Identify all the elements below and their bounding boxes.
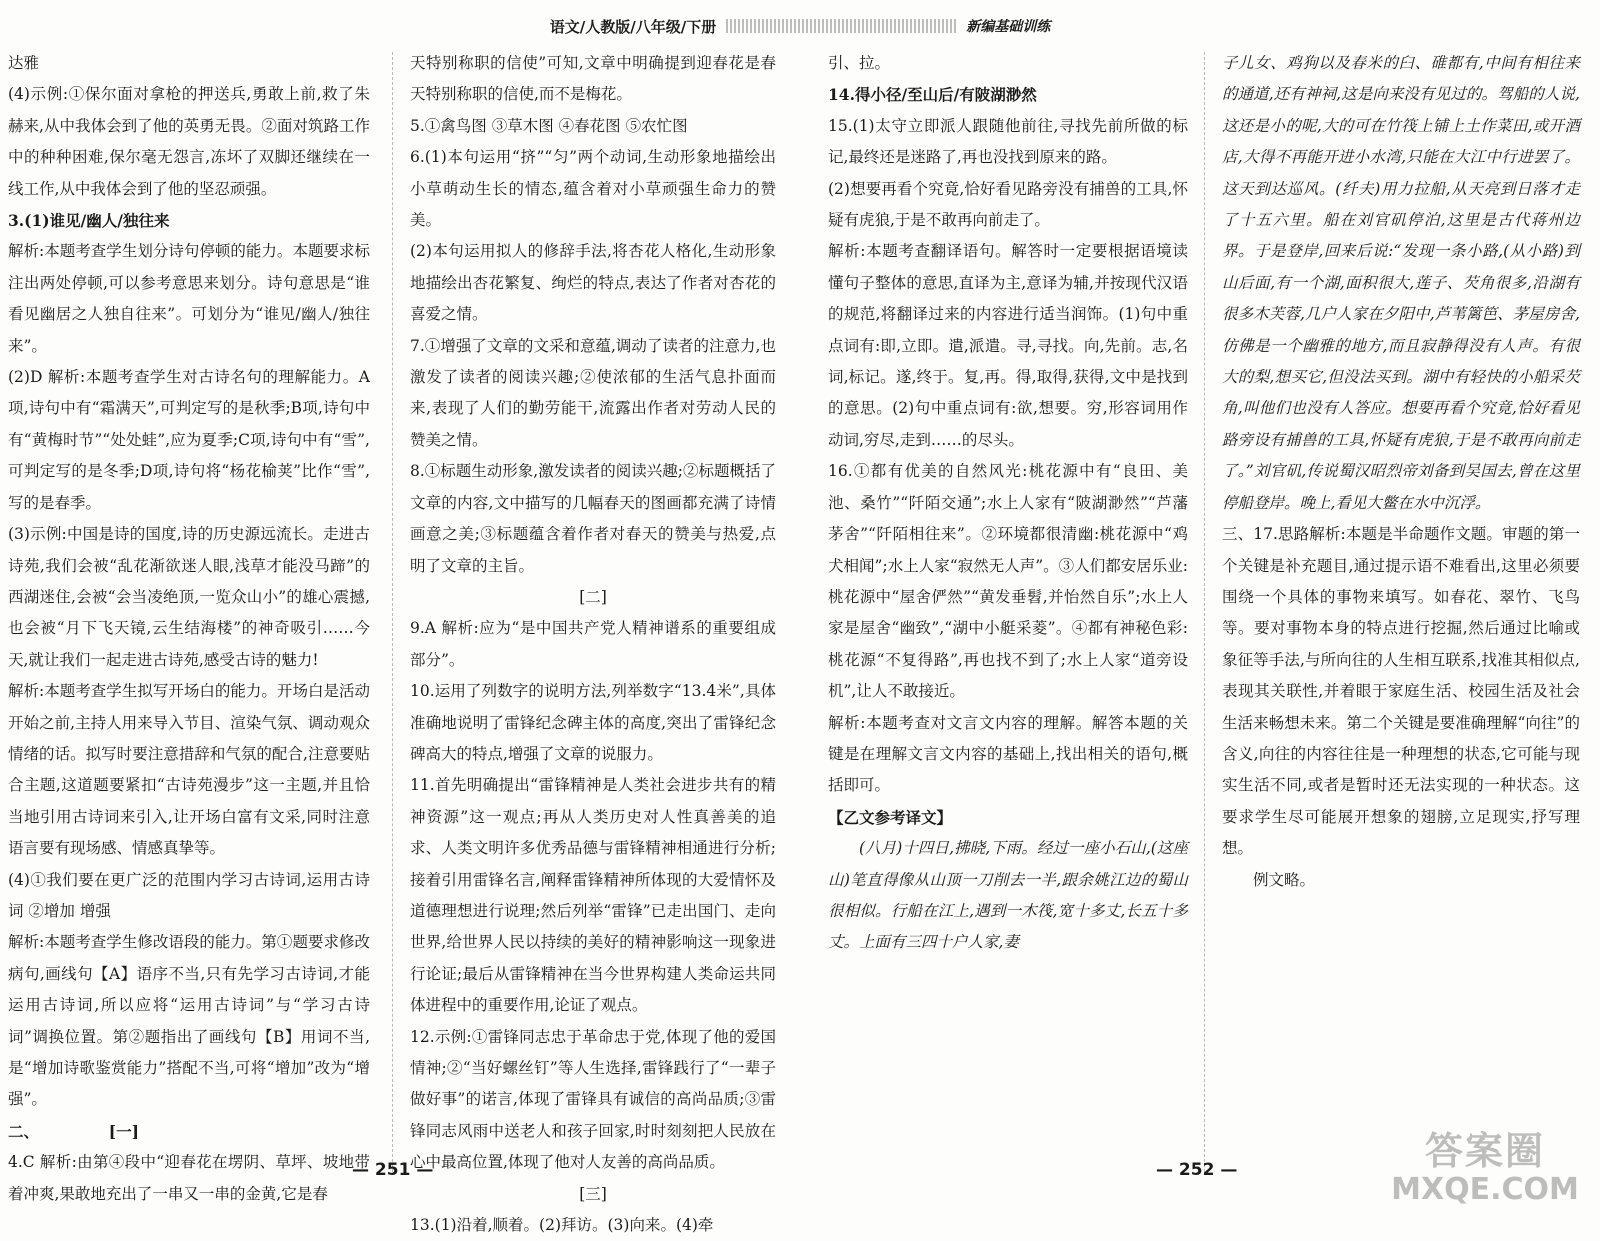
page-number-right: — 252 — xyxy=(1156,1160,1238,1180)
watermark-text: 答案圈 xyxy=(1424,1129,1545,1173)
column-2 xyxy=(410,48,776,1241)
paragraph: (4)①我们要在更广泛的范围内学习古诗词,运用古诗词 ②增加 增强 xyxy=(8,870,370,920)
question-3-answer: 3.(1)谁见/幽人/独往来 xyxy=(8,211,170,231)
paragraph: (2)D 解析:本题考查学生对古诗名句的理解能力。A项,诗句中有“霜满天”,可判定写的是秋季;B项,诗句中有“黄梅时节”“处处蛙”,应为夏季;C项,诗句中有“雪”,可判定写的是冬季;D项,诗句将“杨花榆荚”比作“雪”,写的是春季。 xyxy=(8,368,370,512)
paragraph: (2)本句运用拟人的修辞手法,将杏花人格化,生动形象地描绘出杏花繁复、绚烂的特点,表达了作者对杏花的喜爱之情。 xyxy=(410,242,776,324)
section-heading: 二、 [一] xyxy=(8,1121,139,1141)
paragraph: 解析:本题考查学生修改语段的能力。第①题要求修改病句,画线句【A】语序不当,只有先学习古诗词,才能运用古诗词,所以应将“运用古诗词”与“学习古诗词”调换位置。第②题指出了画线句【B】用词不当,是“增加诗歌鉴赏能力”搭配不当,可将“增加”改为“增强”。 xyxy=(8,933,370,1109)
paragraph: 天特别称职的信使”可知,文章中明确提到迎春花是春天特别称职的信使,而不是梅花。 xyxy=(410,54,776,104)
header-brand: 新编基础训练 xyxy=(966,19,1051,35)
paragraph: 引、拉。 xyxy=(828,54,891,72)
paragraph: 解析:本题考查翻译语句。解答时一定要根据语境读懂句子整体的意思,直译为主,意译为辅,并按现代汉语的规范,将翻译过来的内容进行适当润饰。(1)句中重点词有:即,立即。遣,派遣。寻,寻找。向,先前。志,名词,标记。遂,终于。复,再。得,取得,获得,文中是找到的意思。(2)句中重点词有:欲,想要。穷,形容词用作动词,穷尽,走到……的尽头。 xyxy=(828,242,1188,449)
paragraph: 7.①增强了文章的文采和意蕴,调动了读者的注意力,也激发了读者的阅读兴趣;②使浓郁的生活气息扑面而来,表现了人们的勤劳能干,流露出作者对劳动人民的赞美之情。 xyxy=(410,336,776,449)
paragraph: 16.①都有优美的自然风光:桃花源中有“良田、美池、桑竹”“阡陌交通”;水上人家有“陂湖渺然”“芦藩茅舍”“阡陌相往来”。②环境都很清幽:桃花源中“鸡犬相闻”;水上人家“寂然无人声”。③人们都安居乐业:桃花源中“屋舍俨然”“黄发垂髫,并怡然自乐”;水上人家是屋舍“幽致”,“湖中小艇采菱”。④都有神秘色彩:桃花源“不复得路”,再也找不到了;水上人家“道旁设机”,让人不敢接近。 xyxy=(828,462,1188,701)
paragraph: 12.示例:①雷锋同志忠于革命忠于党,体现了他的爱国情神;②“当好螺丝钉”等人生选择,雷锋践行了“一辈子做好事”的诺言,体现了雷锋具有诚信的高尚品质;③雷锋同志风雨中送老人和孩子回家,时时刻刻把人民放在心中最高位置,体现了他对人友善的高尚品质。 xyxy=(410,1027,776,1172)
translation-text: (八月)十四日,拂晓,下雨。经过一座小石山,(这座山)笔直得像从山顶一刀削去一半,跟余姚江边的蜀山很相似。行船在江上,遇到一木筏,宽十多丈,长五十多丈。上面有三四十户人家,妻 xyxy=(828,839,1188,952)
paragraph: 8.①标题生动形象,激发读者的阅读兴趣;②标题概括了文章的内容,文中描写的几幅春天的图画都充满了诗情画意之美;③标题蕴含着作者对春天的赞美与热爱,点明了文章的主旨。 xyxy=(410,462,776,575)
header-dotted-bar xyxy=(726,19,956,33)
paragraph: 9.A 解析:应为“是中国共产党人精神谱系的重要组成部分”。 xyxy=(410,619,776,669)
paragraph: 5.①禽鸟图 ③草木图 ④春花图 ⑤农忙图 xyxy=(410,116,688,135)
paragraph: 15.(1)太守立即派人跟随他前往,寻找先前所做的标记,最终还是迷路了,再也没找到原来的路。 xyxy=(828,116,1188,167)
paragraph: 三、17.思路解析:本题是半命题作文题。审题的第一个关键是补充题目,通过提示语不难看出,这里必须要围绕一个具体的事物来填写。如春花、翠竹、飞鸟等。要对事物本身的特点进行挖掘,然后通过比喻或象征等手法,与所向往的人生相互联系,找准其相似点,表现其关联性,并着眼于家庭生活、校园生活及社会生活来畅想未来。第二个关键是要准确理解“向往”的含义,向往的内容往往是一种理想的状态,它可能与现实生活不同,或者是暂时还无法实现的一种状态。这要求学生尽可能展开想象的翅膀,立足现实,抒写理想。 xyxy=(1222,525,1580,858)
paragraph: 解析:本题考查学生划分诗句停顿的能力。本题要求标注出两处停顿,可以参考意思来划分。诗句意思是“谁看见幽居之人独自往来”。可划分为“谁见/幽人/独往来”。 xyxy=(8,242,370,355)
paragraph: (4)示例:①保尔面对拿枪的押送兵,勇敢上前,救了朱赫来,从中我体会到了他的英勇无畏。②面对筑路工作中的种种困难,保尔毫无怨言,冻坏了双脚还继续在一线工作,从中我体会到了他的坚忍顽强。 xyxy=(8,85,370,198)
translation-text: 子儿女、鸡狗以及春米的臼、碓都有,中间有相往来的通道,还有神祠,这是向来没有见过的。驾船的人说,这还是小的呢,大的可在竹筏上铺上土作菜田,或开酒店,大得不再能开进小水湾,只能在大江中行进罢了。这天到达巡风。(纤夫)用力拉船,从天亮到日落才走了十五六里。船在刘官矶停泊,这里是古代蒋州边界。于是登岸,回来后说:“发现一条小路,(从小路)到山后面,有一个湖,面积很大,莲子、芡角很多,沿湖有很多木芙蓉,几户人家在夕阳中,芦苇篱笆、茅屋房舍,仿佛是一个幽雅的地方,而且寂静得没有人声。有很大的梨,想买它,但没法买到。湖中有轻快的小船采芡角,叫他们也没有人答应。想要再看个究竟,恰好看见路旁设有捕兽的工具,怀疑有虎狼,于是不敢再向前走了。”刘官矶,传说蜀汉昭烈帝刘备到吴国去,曾在这里停船登岸。晚上,看见大鳖在水中沉浮。 xyxy=(1222,54,1580,512)
header-subject: 语文/人教版/八年级/下册 xyxy=(549,17,717,36)
paragraph: 6.(1)本句运用“挤”“匀”两个动词,生动形象地描绘出小草萌动生长的情态,蕴含着对小草顽强生命力的赞美。 xyxy=(410,148,776,230)
paragraph: 10.运用了列数字的说明方法,列举数字“13.4米”,具体准确地说明了雷锋纪念碑主体的高度,突出了雷锋纪念碑高大的特点,增强了文章的说服力。 xyxy=(410,682,776,763)
paragraph: 4.C 解析:由第④段中“迎春花在塄阴、草坪、坡地带着冲爽,果敢地充出了一串又一串的金黄,它是春 xyxy=(8,1153,370,1203)
paragraph: (3)示例:中国是诗的国度,诗的历史源远流长。走进古诗苑,我们会被“乱花渐欲迷人眼,浅草才能没马蹄”的西湖迷住,会被“会当凌绝顶,一览众山小”的雄心震撼,也会被“月下飞天镜,云生结海楼”的神奇吸引……今天,就让我们一起走进古诗苑,感受古诗的魅力! xyxy=(8,525,370,669)
paragraph: 达雅 xyxy=(8,54,40,72)
page-number-left: — 251 — xyxy=(352,1160,434,1180)
translation-heading: 【乙文参考译文】 xyxy=(828,807,953,827)
column-divider-right xyxy=(1204,52,1205,1172)
paragraph: 14.得小径/至山后/有陂湖渺然 xyxy=(828,85,1037,105)
paragraph: 例文略。 xyxy=(1253,870,1316,889)
column-1 xyxy=(8,48,370,1210)
section-heading: [三] xyxy=(579,1184,607,1203)
watermark-logo xyxy=(1380,1120,1590,1220)
paragraph: 解析:本题考查对文言文内容的理解。解答本题的关键是在理解文言文内容的基础上,找出相关的语句,概括即可。 xyxy=(828,713,1188,795)
column-3 xyxy=(828,48,1188,959)
column-4 xyxy=(1222,48,1580,896)
paragraph: (2)想要再看个究竟,恰好看见路旁没有捕兽的工具,怀疑有虎狼,于是不敢再向前走了。 xyxy=(828,179,1188,230)
paragraph: 11.首先明确提出“雷锋精神是人类社会进步共有的精神资源”这一观点;再从人类历史对人性真善美的追求、人类文明许多优秀品德与雷锋精神相通进行分析;接着引用雷锋名言,阐释雷锋精神所体现的大爱情怀及道德理想进行说理;然后列举“雷锋”已走出国门、走向世界,给世界人民以持续的美好的精神影响这一现象进行论证;最后从雷锋精神在当今世界构建人类命运共同体进程中的重要作用,论证了观点。 xyxy=(410,776,776,1015)
watermark-url: MXQE.COM xyxy=(1391,1172,1579,1207)
column-divider-left xyxy=(392,52,393,1172)
section-heading: [二] xyxy=(579,587,607,606)
page-header xyxy=(0,14,1600,38)
paragraph: 解析:本题考查学生拟写开场白的能力。开场白是活动开始之前,主持人用来导入节目、渲染气氛、调动观众情绪的话。拟写时要注意措辞和气氛的配合,注意要贴合主题,这道题要紧扣“古诗苑漫步”这一主题,并且恰当地引用古诗词来引入,让开场白富有文采,同时注意语言要有现场感、情感真挚等。 xyxy=(8,682,370,858)
paragraph: 13.(1)沿着,顺着。(2)拜访。(3)向来。(4)牵 xyxy=(410,1216,714,1235)
